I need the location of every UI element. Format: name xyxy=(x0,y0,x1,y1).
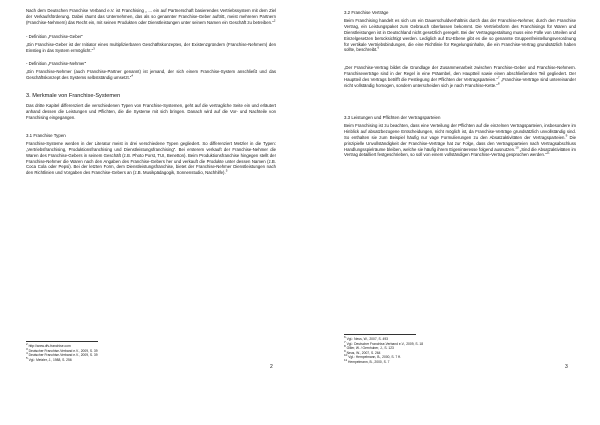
subsection-title: 3.1 Franchise Typen xyxy=(26,132,66,138)
paragraph xyxy=(26,8,276,26)
page-right-body xyxy=(344,10,576,166)
paragraph xyxy=(344,18,576,53)
page-right xyxy=(300,0,600,425)
footnote-number: 5 xyxy=(26,355,28,360)
footnote-ref: 11 xyxy=(546,150,550,155)
paragraph-text: Die prinzipielle Unvollständigkeit der Franchise-Verträge hat zur Folge, dass den Vertragsparteien nach Vertragsabschluss Handlungsspielräume bleiben, welche sie häufig ihrem Eigeninteresse folgend ausnutzen. xyxy=(344,134,576,152)
footnote-text: Giller, W. / Gernhuber, J., S. 123 xyxy=(346,346,394,351)
paragraph-text: „Ein Franchise-Nehmer (auch Franchise-Partner genannt) ist jemand, der sich einem Franchise-System anschließt und das Geschäftskonzept des Systems selbstständig umsetzt.“ xyxy=(26,69,276,81)
footnote-text: Deutscher Franchise-Verband e.V., 2009, S. 39 xyxy=(28,348,98,353)
footnote-text: Vgl.: Deutscher Franchise-Verband e.V., 2009, S. 18 xyxy=(346,341,424,346)
paragraph xyxy=(344,123,576,158)
paragraph-text: „Franchise-Verträge sind untereinander nicht vollständig homogen, sondern unterscheiden sich je nach Franchise-Kette.“ xyxy=(344,77,577,89)
footnote-number: 11 xyxy=(344,357,348,362)
definition-heading-text: - Definition „Franchise-Geber“ xyxy=(26,33,83,39)
footnote-ref: 7 xyxy=(497,75,500,80)
footnote-number: 7 xyxy=(344,339,346,344)
footnote-number: 4 xyxy=(26,351,28,355)
footnote-number: 10 xyxy=(344,353,348,357)
page-number: 3 xyxy=(565,364,568,370)
paragraph-text: „Sind die Absatzaktivitäten im Vertrag detailliert festgeschrieben, so soll von einem vollständigen Franchise-Vertrag gesprochen werden.“ xyxy=(344,146,576,158)
page-number: 2 xyxy=(270,364,273,370)
footnote-rule xyxy=(26,341,98,342)
definition-heading-text: - Definition „Franchise-Nehmer“ xyxy=(26,61,87,67)
page-left-body xyxy=(26,8,276,184)
section-title: 3. Merkmale von Franchise-Systemen xyxy=(26,93,121,100)
footnote-number: 9 xyxy=(344,348,346,353)
footnote-number: 2 xyxy=(26,342,28,346)
footnote-ref: 2 xyxy=(273,18,276,23)
paragraph xyxy=(26,42,276,54)
footnote-number: 3 xyxy=(26,346,28,351)
footnote-text: Vgl.: Neus, W., 2007, S. 493 xyxy=(346,337,389,342)
footnote-ref: 8 xyxy=(497,81,500,86)
footnote-text: Vgl.: Metzler, J., 1988, S. 256 xyxy=(28,357,72,362)
footnotes xyxy=(26,341,166,362)
definition-heading xyxy=(26,61,276,67)
footnote-ref: 3 xyxy=(93,46,95,51)
footnote-text: http://www.dfv-franchise.com xyxy=(28,344,71,349)
spacer xyxy=(344,101,576,115)
footnote-text: Vgl.: Hempelmann, B., 2000, S. 7 ff. xyxy=(348,355,401,360)
footnote-text: Neus, W., 2007, S. 264 xyxy=(346,350,381,355)
footnote-rule xyxy=(344,334,416,335)
footnote-ref: 5 xyxy=(225,168,228,173)
subsection-title: 3.3 Leistungen und Pflichten der Vertragsparteien xyxy=(344,114,441,120)
footnote-number: 8 xyxy=(344,344,346,348)
paragraph-text: „Der Franchise-Vertrag bildet die Grundlage der Zusammenarbeit zwischen Franchise-Geber und Franchise-Nehmern. Franchiseverträge sind in der Regel in eine Präambel, den Hauptteil sowie einen abschließenden Teil gegliedert. Der Hauptteil des Vertrags betrifft die Festlegung der Pflichten der Vertragsparteien.“ xyxy=(344,65,576,83)
definition-heading xyxy=(26,34,276,40)
footnote-ref: 6 xyxy=(377,46,380,51)
section-title: 3.2 Franchise Verträge xyxy=(344,10,389,15)
paragraph-text: Beim Franchising handelt es sich um ein Dauerschuldverhältnis durch das der Franchise-Nehmer, durch den Franchise Vertrag, ein Leistungspaket zum Gebrauch überlassen bekommt. Die Vertriebsform des Franchisings für Waren und Dienstleistungen ist in Deutschland nicht gesetzlich geregelt. Bei der Vertragsgestaltung muss eine Fülle von Urteilen und Einzelgesetzen berücksichtigt werden. Lediglich auf EU-Ebene gibt es die so genannte Gruppenfreistellungsverordnung für vertikale Vertriebsbindungen, die eine Richtlinie für Regelungsinhalte, die ein Franchise-Vertrag grundsätzlich haben sollte, beschreibt. xyxy=(344,17,576,53)
section-text: Das dritte Kapitel differenziert die verschiedenen Typen von Franchise-Systemen, geht auf die vertragliche Seite ein und erläutert anhand dessen die Leistungen und Pflichten, die die Systeme mit sich bringen. Danach wird auf die Vor- und Nachteile von Franchising eingegangen. xyxy=(26,103,276,120)
footnote-number: 6 xyxy=(344,335,346,339)
footnote-text: Hempelmann, B., 2000, S. 7 xyxy=(348,359,390,364)
footnote-ref: 10 xyxy=(515,145,519,150)
footnote-ref: 9 xyxy=(565,133,568,138)
footnotes xyxy=(344,334,484,364)
footnote-text: Deutscher Franchise-Verband e.V., 2009, S. 39 xyxy=(28,353,98,358)
subsection-paragraph xyxy=(26,141,276,176)
paragraph-text: „Ein Franchise-Geber ist der Initiator eines multiplizierbaren Geschäftskonzeptes, der Existenzgründern (Franchise-Nehmern) den Einstieg in das System ermöglicht.“ xyxy=(26,41,276,53)
paragraph xyxy=(26,69,276,81)
paragraph xyxy=(344,65,576,89)
footnote-ref: 4 xyxy=(131,73,133,78)
paragraph-text: Beim Franchising ist zu beachten, dass eine Verteilung der Pflichten auf die einzelnen Vertragsparteien, insbesondere im Hinblick auf absatzbezogene Entscheidungen, nicht möglich ist, da Franchise-Verträge grundsätzlich unvollständig sind. So enthalten sie zum Beispiel häufig nur vage Formulierungen zu den Absatzaktivitäten der Vertragsparteien. xyxy=(344,122,576,140)
paragraph-text: Nach dem Deutschen Franchise Verband e.V. ist Franchising „ ... ein auf Partnerschaft basierendes Vertriebssystem mit dem Ziel der Verkaufsförderung. Dabei räumt das Unternehmen, das als so genannter Franchise-Geber auftritt, meist mehreren Partnern (Franchise-Nehmern) das Recht ein, mit seinen Produkten oder Dienstleistungen unter seinem Namen ein Geschäft zu betreiben.“ xyxy=(26,8,276,25)
paragraph-text: Franchise-Systeme werden in der Literatur meist in drei verschiedene Typen gegliedert. So differenziert Metzler in die Typen: „Vertriebsfranchising, Produktionsfranchising und Dienstleistungsfranchising“. Bei ersterem verkauft der Franchise-Nehmer die Waren des Franchise-Gebers in seinem Geschäft (z.B. Photo Porst, TUI, Benetton). Beim Produktionsfranchise hingegen stellt der Franchise-Nehmer die Waren nach den Angaben des Franchise-Gebers her und verkauft die Produkte unter dessen Namen (z.B. Coca Cola oder Pepsi). Bei der letzten Form, dem Dienstleistungsfranchise, bietet der Franchise-Nehmer Dienstleistungen nach den Richtlinien und Vorgaben des Franchise-Gebers an (z.B. Musikpädagogik, Sonnenstudio, Nachhilfe). xyxy=(26,140,276,176)
